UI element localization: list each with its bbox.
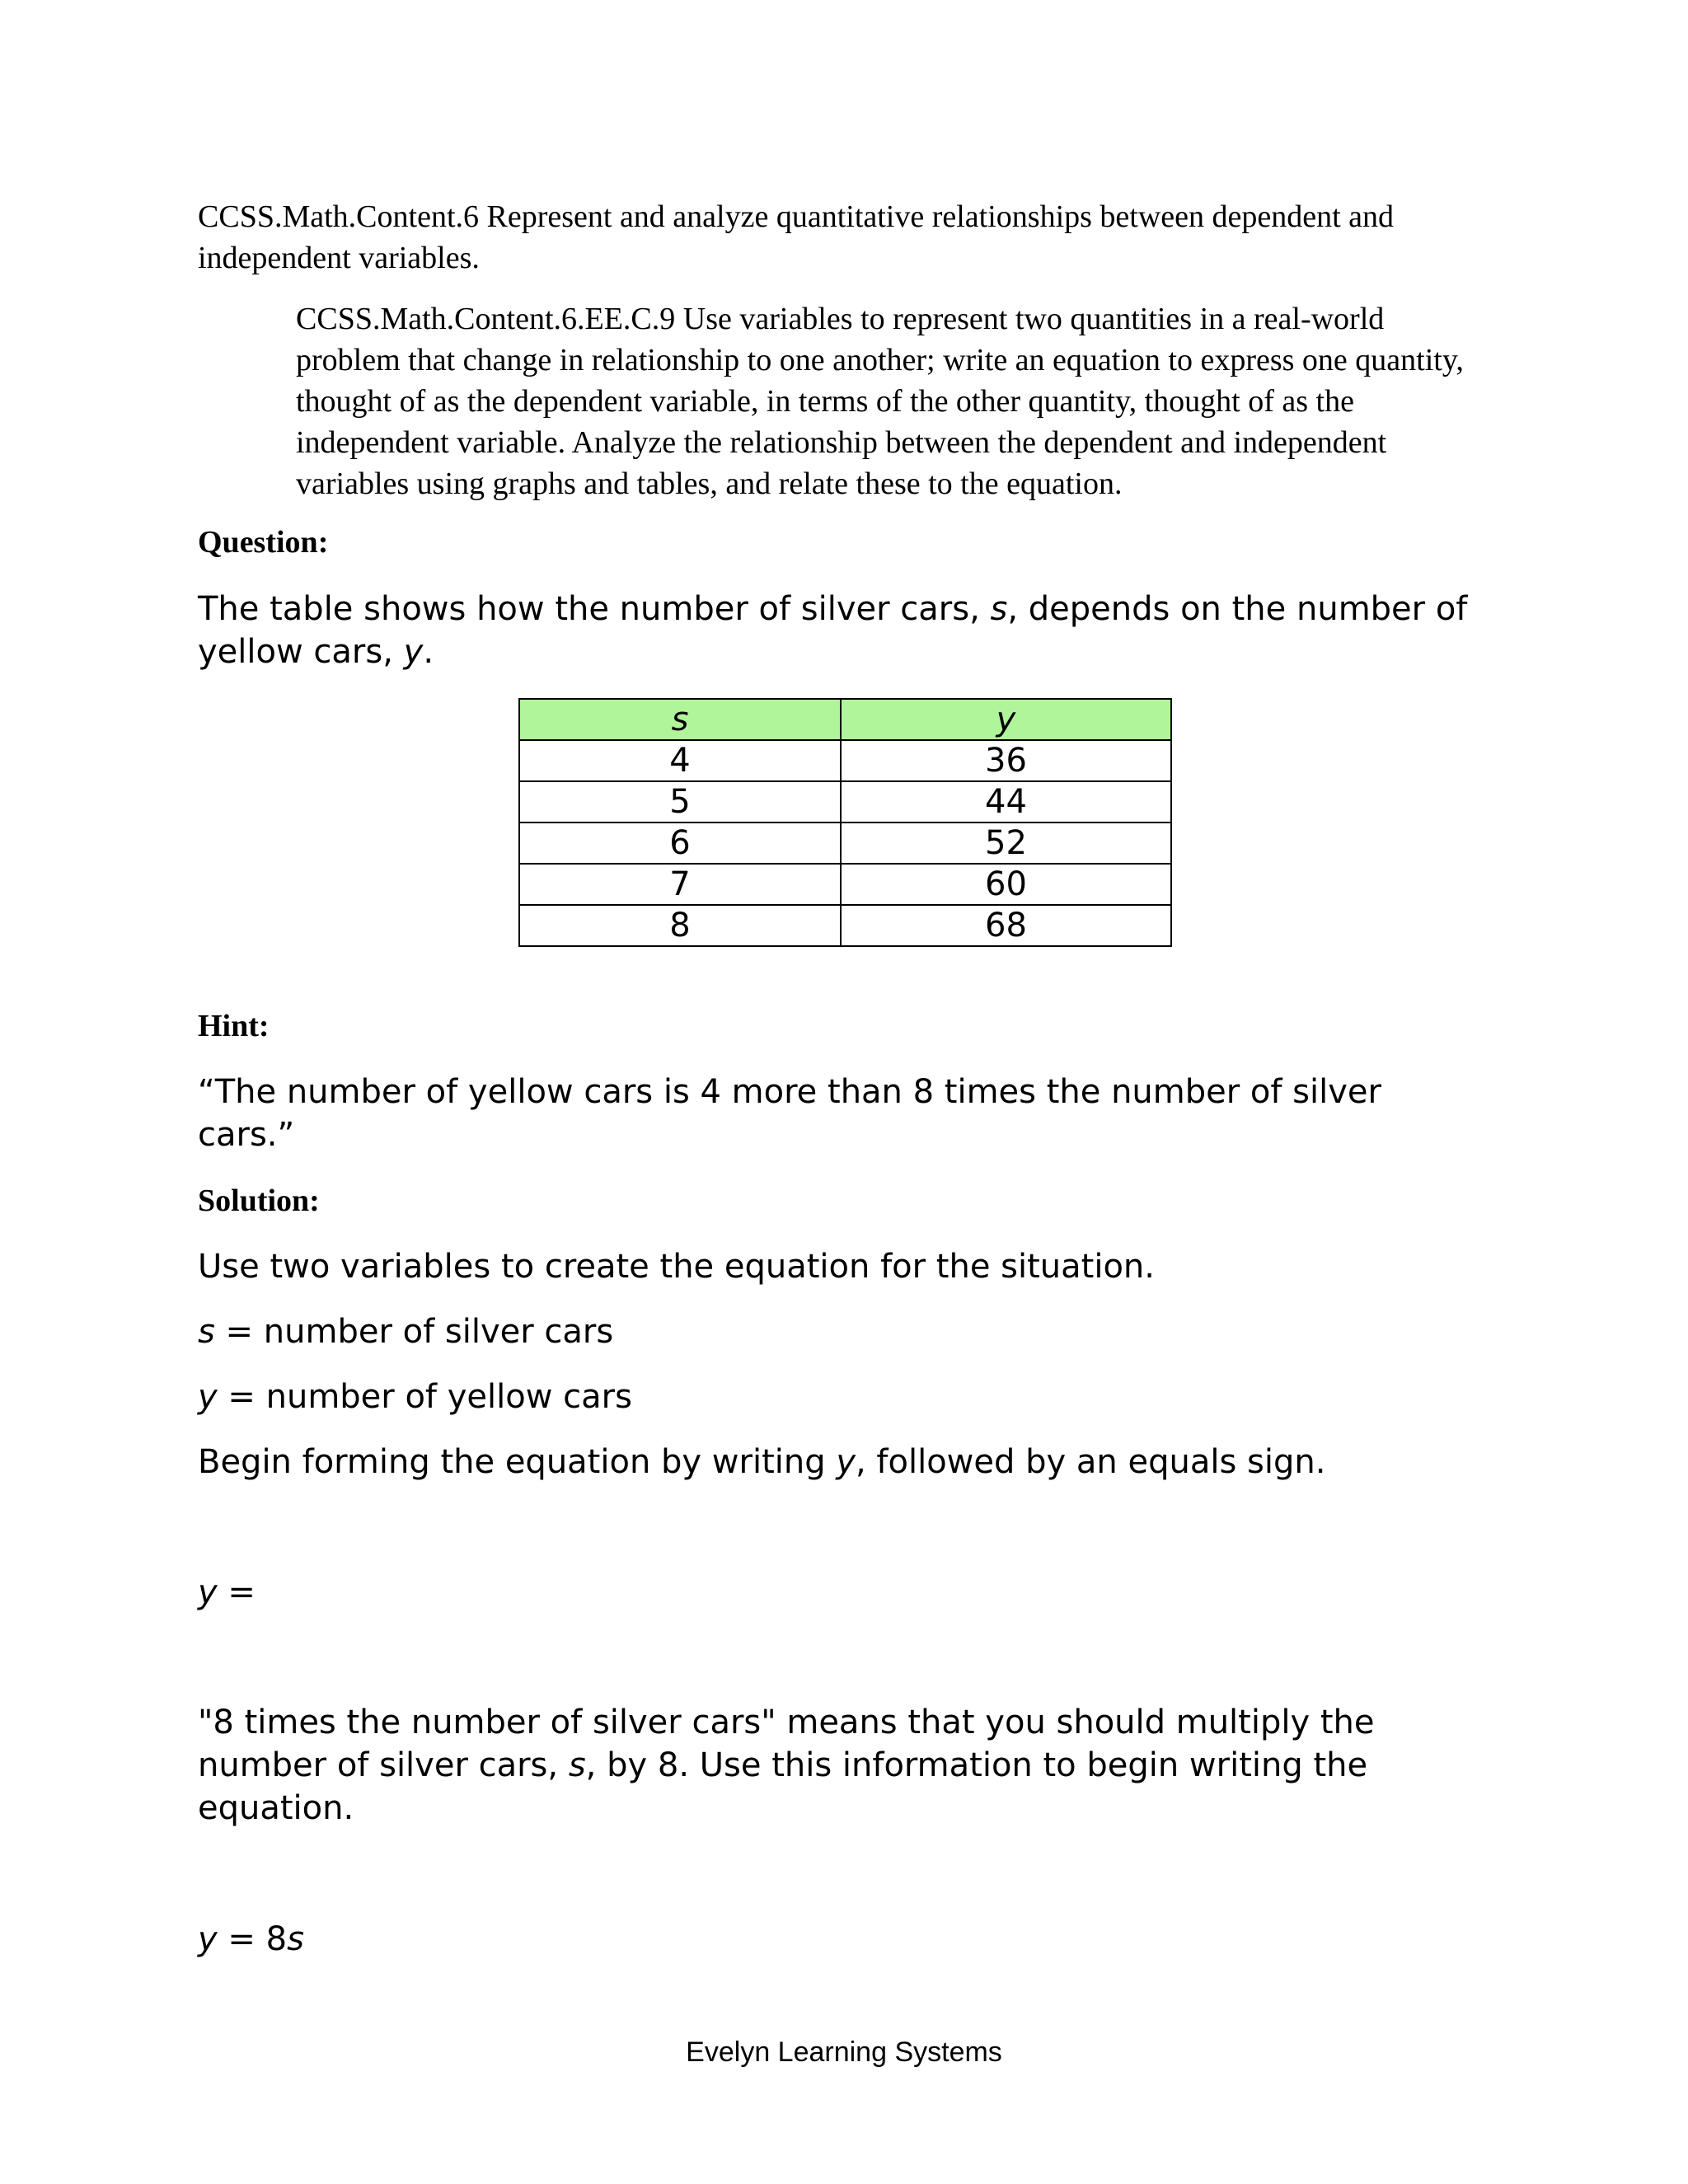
equation-1-rest: =	[217, 1573, 256, 1611]
table-cell-y: 68	[841, 905, 1171, 946]
begin-text: Begin forming the equation by writing	[198, 1443, 837, 1481]
equation-2-var-s: s	[287, 1920, 304, 1958]
table-header-s: s	[519, 699, 841, 740]
question-text-part2: , depends on the number of yellow cars,	[198, 590, 1468, 671]
equation-2-var-y: y	[198, 1920, 218, 1958]
table-cell-s: 4	[519, 740, 841, 781]
explanation-text	[198, 1701, 1434, 1830]
equation-step-1	[198, 1571, 1484, 1614]
question-heading: Question:	[198, 525, 329, 560]
definition-s-var: s	[198, 1313, 215, 1351]
question-text-end: .	[423, 633, 434, 671]
explanation-part1: "8 times the number of silver cars" means that you should multiply the number of silver cars,	[198, 1704, 1375, 1784]
standard-main: CCSS.Math.Content.6 Represent and analyze quantitative relationships between dependent and independent variables.	[198, 199, 1395, 275]
table-cell-y: 44	[841, 781, 1171, 823]
definition-y-text: = number of yellow cars	[217, 1378, 632, 1416]
explanation-var-s: s	[568, 1746, 586, 1784]
data-table	[518, 698, 1172, 947]
hint-heading: Hint:	[198, 1009, 270, 1043]
table-cell-s: 6	[519, 823, 841, 864]
table-row	[519, 740, 1171, 781]
equation-step-2	[198, 1918, 1484, 1961]
begin-forming-text	[198, 1441, 1484, 1483]
question-var-s: s	[990, 590, 1008, 628]
equation-2-mid: = 8	[217, 1920, 288, 1958]
table-row	[519, 781, 1171, 823]
hint-text: “The number of yellow cars is 4 more than 8 times the number of silver cars.”	[198, 1073, 1381, 1154]
table-cell-s: 8	[519, 905, 841, 946]
question-var-y: y	[403, 633, 424, 671]
definition-s	[198, 1310, 1484, 1353]
question-text-part1: The table shows how the number of silver cars,	[198, 590, 991, 628]
solution-intro: Use two variables to create the equation for the situation.	[198, 1248, 1155, 1286]
table-cell-s: 5	[519, 781, 841, 823]
definition-y	[198, 1376, 1484, 1418]
equation-1-var-y: y	[198, 1573, 218, 1611]
table-row	[519, 864, 1171, 905]
explanation-part2: , by 8. Use this information to begin writing the equation.	[198, 1746, 1368, 1827]
table-cell-y: 60	[841, 864, 1171, 905]
table-cell-y: 52	[841, 823, 1171, 864]
table-row	[519, 823, 1171, 864]
definition-y-var: y	[198, 1378, 218, 1416]
table-row	[519, 905, 1171, 946]
solution-heading: Solution:	[198, 1183, 320, 1218]
question-text	[198, 588, 1484, 673]
begin-end: , followed by an equals sign.	[856, 1443, 1326, 1481]
table-header-row	[519, 699, 1171, 740]
table-cell-s: 7	[519, 864, 841, 905]
table-cell-y: 36	[841, 740, 1171, 781]
standard-sub: CCSS.Math.Content.6.EE.C.9 Use variables to represent two quantities in a real-world problem that change in relationship to one another; write an equation to express one quantity, thought of as the dependent variable, in terms of the other quantity, thought of as the independent variable. Analyze the relationship between the dependent and independent variables using graphs and tables, and relate these to the equation.	[296, 302, 1464, 501]
definition-s-text: = number of silver cars	[214, 1313, 614, 1351]
begin-var-y: y	[836, 1443, 856, 1481]
footer-text: Evelyn Learning Systems	[686, 2036, 1002, 2068]
table-header-y: y	[841, 699, 1171, 740]
